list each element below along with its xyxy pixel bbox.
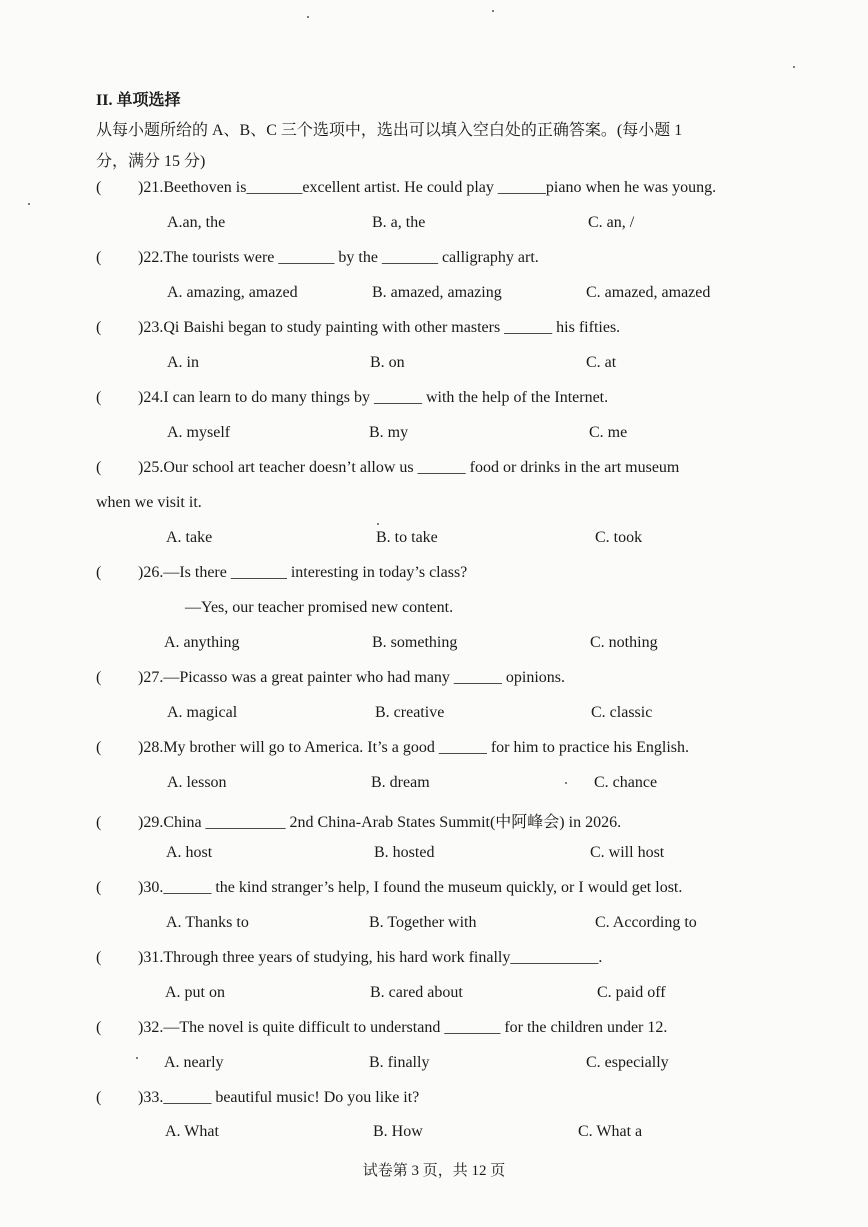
- option-c: C. me: [589, 424, 628, 441]
- option-c: C. chance: [594, 774, 658, 791]
- answer-bracket: (: [96, 389, 102, 406]
- question-stem: My brother will go to America. It’s a good ______ for him to practice his English.: [163, 739, 690, 756]
- option-c: C. What a: [578, 1123, 643, 1140]
- scan-speck: [136, 1057, 138, 1059]
- option-c: C. especially: [586, 1054, 669, 1071]
- question-number: )31.: [138, 949, 164, 966]
- option-b: B. a, the: [372, 214, 426, 231]
- answer-bracket: (: [96, 179, 102, 196]
- question-number: )33.: [138, 1089, 164, 1106]
- question-28: [96, 739, 689, 757]
- option-b: B. creative: [375, 704, 445, 721]
- answer-bracket: (: [96, 459, 102, 476]
- option-a: A. take: [166, 529, 213, 546]
- question-32: [96, 1019, 667, 1037]
- section-instruction-line2: 分，满分 15 分): [96, 153, 206, 170]
- question-stem: ______ the kind stranger’s help, I found the museum quickly, or I would get lost.: [163, 879, 683, 896]
- answer-bracket: (: [96, 949, 102, 966]
- question-stem: China __________ 2nd China-Arab States Summit(中阿峰会) in 2026.: [163, 814, 622, 831]
- question-24: [96, 389, 608, 407]
- option-b: B. something: [372, 634, 458, 651]
- option-a: A. anything: [164, 634, 240, 651]
- option-c: C. nothing: [590, 634, 658, 651]
- answer-bracket: (: [96, 879, 102, 896]
- option-a: A. lesson: [167, 774, 227, 791]
- option-a: A. magical: [167, 704, 238, 721]
- question-number: )23.: [138, 319, 164, 336]
- option-a: A. Thanks to: [166, 914, 249, 931]
- answer-bracket: (: [96, 814, 102, 831]
- question-stem: —The novel is quite difficult to understand _______ for the children under 12.: [163, 1019, 668, 1036]
- question-stem: The tourists were _______ by the _______ calligraphy art.: [163, 249, 539, 266]
- question-27: [96, 669, 565, 687]
- answer-bracket: (: [96, 1019, 102, 1036]
- option-a: A. in: [167, 354, 199, 371]
- option-c: C. According to: [595, 914, 697, 931]
- scan-speck: [565, 782, 567, 784]
- scan-speck: [28, 203, 30, 205]
- question-stem-continued: —Yes, our teacher promised new content.: [185, 599, 454, 616]
- answer-bracket: (: [96, 249, 102, 266]
- question-number: )28.: [138, 739, 164, 756]
- answer-bracket: (: [96, 319, 102, 336]
- question-stem: Our school art teacher doesn’t allow us ______ food or drinks in the art museum: [163, 459, 680, 476]
- option-b: B. cared about: [370, 984, 463, 1001]
- option-b: B. finally: [369, 1054, 430, 1071]
- option-c: C. took: [595, 529, 643, 546]
- question-22: [96, 249, 539, 267]
- question-stem-continued: when we visit it.: [96, 494, 202, 511]
- option-a: A. myself: [167, 424, 231, 441]
- question-stem: I can learn to do many things by ______ with the help of the Internet.: [163, 389, 609, 406]
- question-stem: —Picasso was a great painter who had many ______ opinions.: [163, 669, 566, 686]
- question-29: [96, 809, 621, 832]
- question-number: )24.: [138, 389, 164, 406]
- option-b: B. amazed, amazing: [372, 284, 502, 301]
- question-stem: Qi Baishi began to study painting with other masters ______ his fifties.: [163, 319, 621, 336]
- option-c: C. classic: [591, 704, 653, 721]
- question-31: [96, 949, 602, 967]
- question-stem: —Is there _______ interesting in today’s class?: [163, 564, 468, 581]
- option-b: B. How: [373, 1123, 423, 1140]
- question-23: [96, 319, 620, 337]
- question-25: [96, 459, 679, 477]
- option-c: C. will host: [590, 844, 665, 861]
- option-b: B. Together with: [369, 914, 477, 931]
- question-number: )29.: [138, 814, 164, 831]
- answer-bracket: (: [96, 564, 102, 581]
- option-b: B. dream: [371, 774, 430, 791]
- scan-speck: [793, 66, 795, 68]
- option-a: A. amazing, amazed: [167, 284, 298, 301]
- question-number: )27.: [138, 669, 164, 686]
- question-21: [96, 179, 716, 197]
- scan-speck: [377, 523, 379, 525]
- option-a: A.an, the: [167, 214, 226, 231]
- option-b: B. hosted: [374, 844, 435, 861]
- question-number: )30.: [138, 879, 164, 896]
- option-a: A. put on: [165, 984, 225, 1001]
- option-b: B. on: [370, 354, 405, 371]
- answer-bracket: (: [96, 669, 102, 686]
- scan-speck: [307, 16, 309, 18]
- scan-speck: [492, 10, 494, 12]
- option-a: A. nearly: [164, 1054, 224, 1071]
- option-b: B. my: [369, 424, 409, 441]
- question-stem: ______ beautiful music! Do you like it?: [163, 1089, 420, 1106]
- option-c: C. amazed, amazed: [586, 284, 711, 301]
- option-c: C. an, /: [588, 214, 635, 231]
- answer-bracket: (: [96, 739, 102, 756]
- question-26: [96, 564, 467, 582]
- option-b: B. to take: [376, 529, 438, 546]
- question-number: )32.: [138, 1019, 164, 1036]
- question-33: [96, 1089, 419, 1107]
- answer-bracket: (: [96, 1089, 102, 1106]
- question-stem: Through three years of studying, his hard work finally___________.: [163, 949, 603, 966]
- question-number: )22.: [138, 249, 164, 266]
- option-a: A. What: [165, 1123, 219, 1140]
- section-heading: II. 单项选择: [96, 92, 181, 109]
- question-number: )21.: [138, 179, 164, 196]
- option-a: A. host: [166, 844, 213, 861]
- question-30: [96, 879, 682, 897]
- option-c: C. at: [586, 354, 617, 371]
- question-number: )26.: [138, 564, 164, 581]
- question-number: )25.: [138, 459, 164, 476]
- option-c: C. paid off: [597, 984, 666, 1001]
- page-footer: 试卷第 3 页，共 12 页: [362, 1163, 506, 1179]
- question-stem: Beethoven is_______excellent artist. He could play ______piano when he was young.: [163, 179, 717, 196]
- section-instruction-line1: 从每小题所给的 A、B、C 三个选项中，选出可以填入空白处的正确答案。(每小题 1: [96, 122, 683, 139]
